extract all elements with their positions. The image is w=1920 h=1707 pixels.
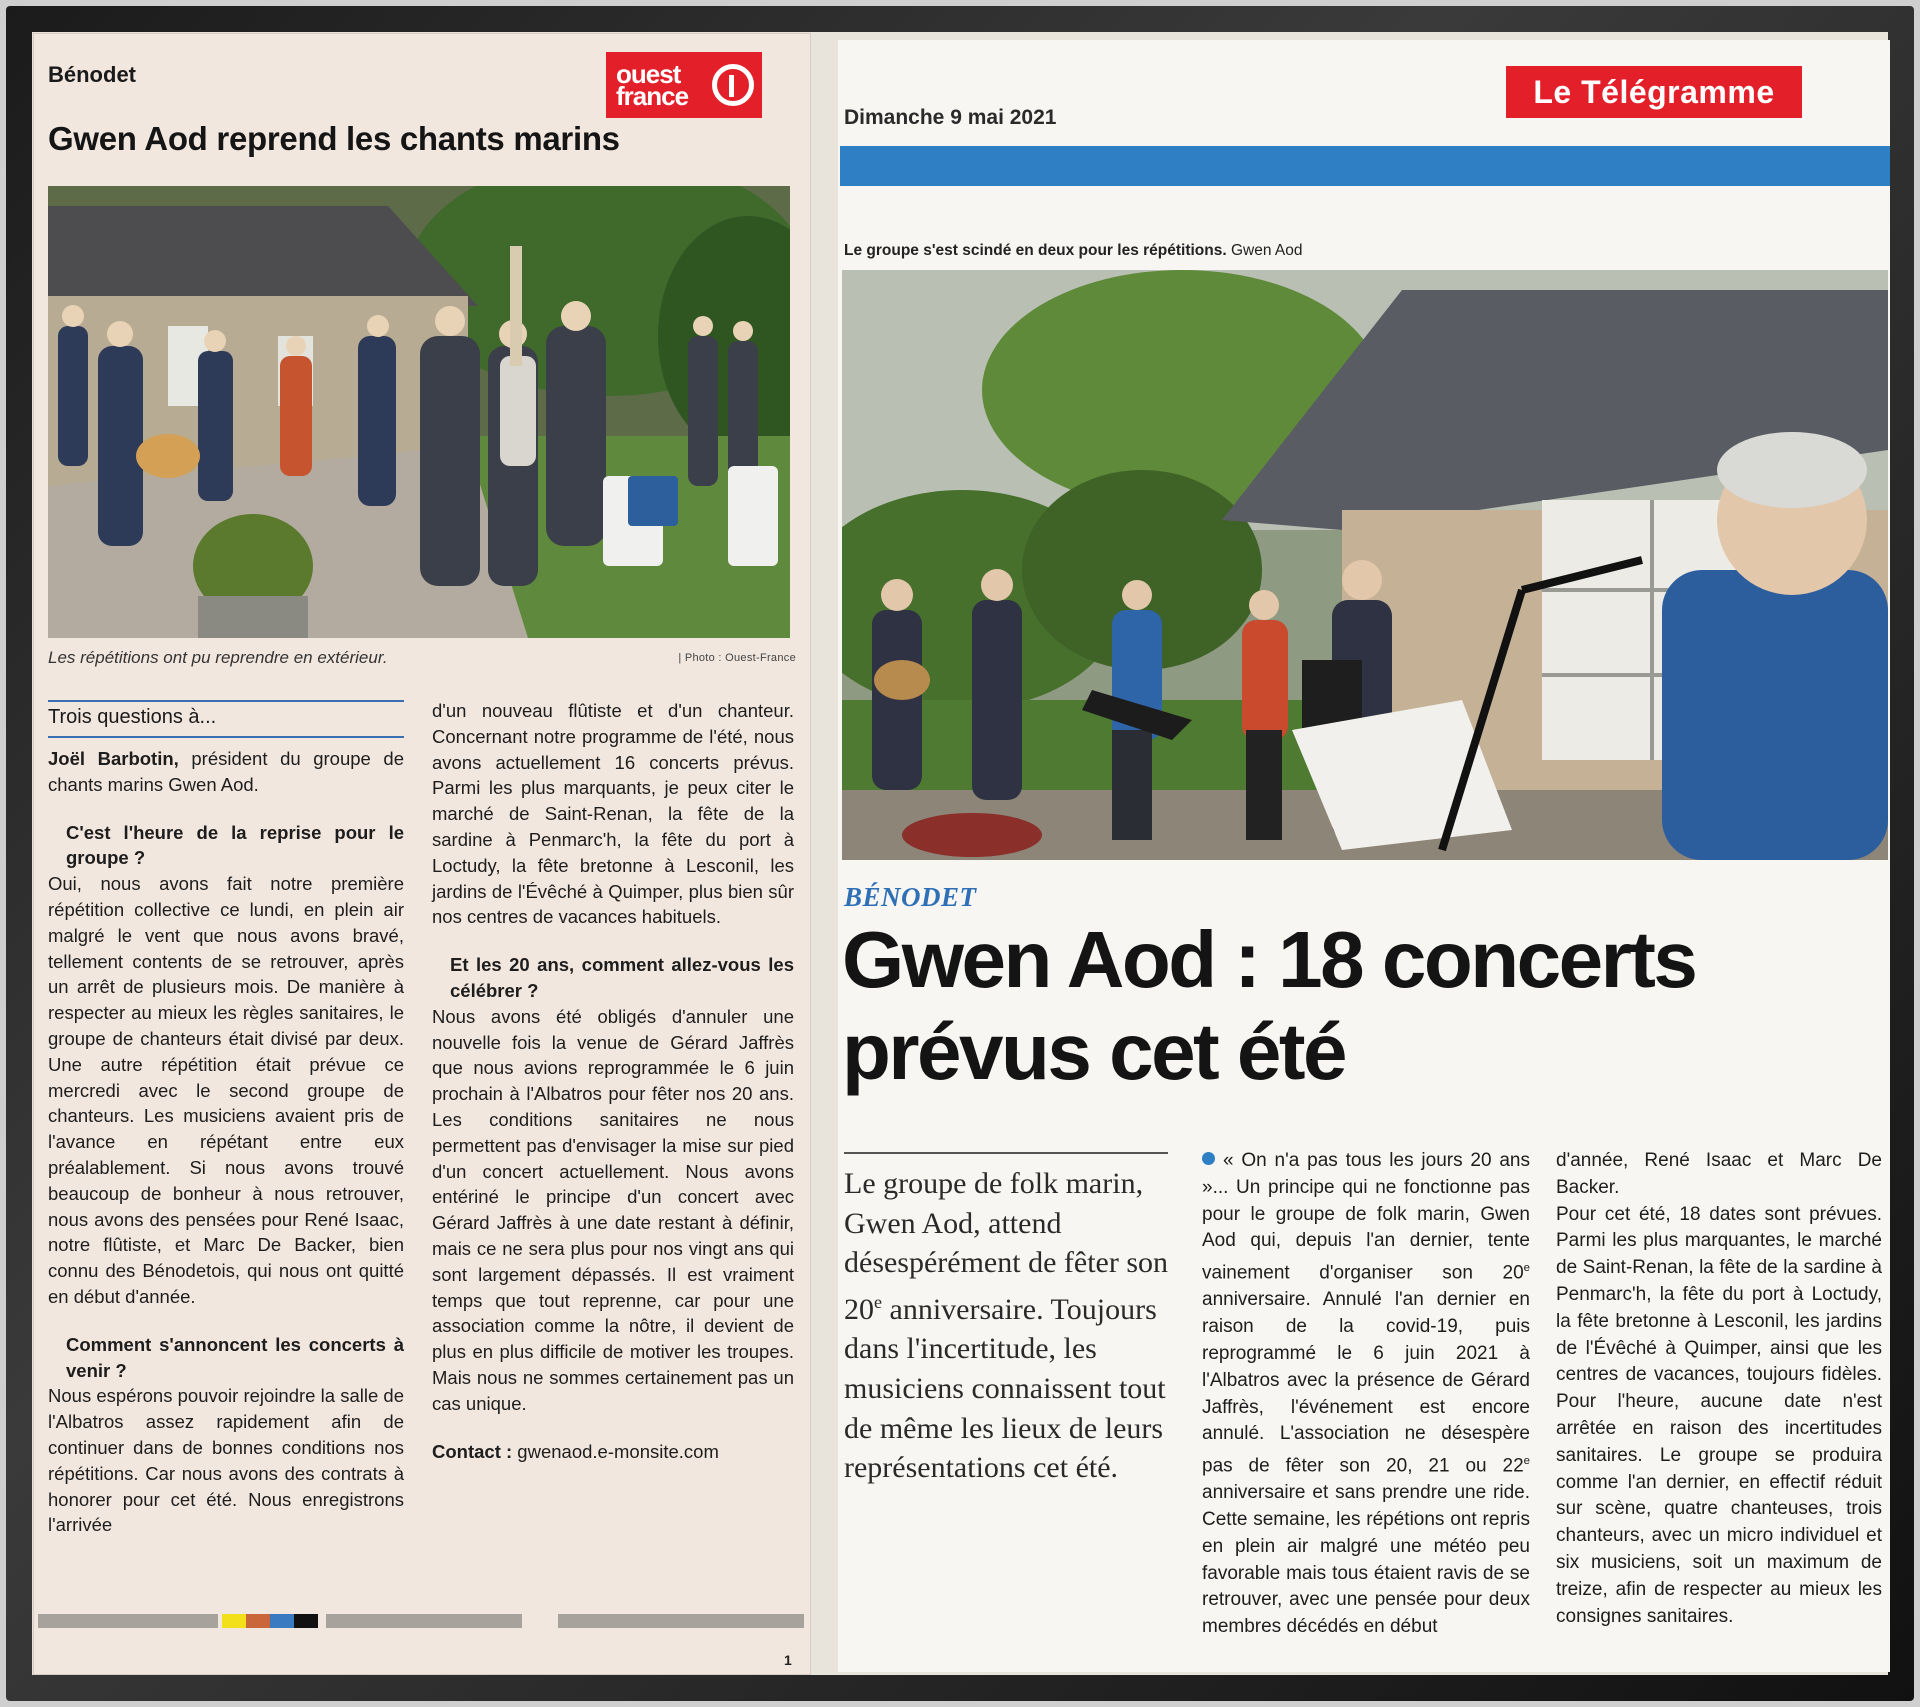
- page-number: 1: [784, 1652, 792, 1668]
- question-3: Et les 20 ans, comment allez-vous les célébrer ?: [450, 954, 794, 1001]
- standfirst-text-end: anniversaire. Toujours dans l'incertitude, les musiciens connaissent tout de même les lieux de leurs représentations cet été.: [844, 1292, 1166, 1485]
- section-rule-bottom: [48, 736, 404, 738]
- color-swatch-red: [246, 1614, 270, 1628]
- interview-column-1: [48, 746, 404, 1538]
- article-standfirst: [844, 1164, 1174, 1488]
- bullet-icon: [1202, 1152, 1215, 1165]
- body-text-2: d'année, René Isaac et Marc De Backer.: [1556, 1150, 1882, 1198]
- telegramme-logo: Le Télégramme: [1506, 66, 1802, 118]
- caption-credit: Gwen Aod: [1226, 242, 1303, 259]
- color-swatch-black: [294, 1614, 318, 1628]
- interview-column-2: [432, 698, 794, 1464]
- answer-2-continued: d'un nouveau flûtiste et d'un chanteur. Concernant notre programme de l'été, nous avons actuellement 16 concerts prévus. Parmi les plus marquants, je peux citer le marché de Saint-Renan, la fête de la sardine à Penmarc'h, la fête du port à Loctudy, la fête bretonne à Lesconil, les jardins de l'Évêché à Quimper, plus bien sûr nos centres de vacances habituels.: [432, 700, 794, 928]
- answer-1: Oui, nous avons fait notre première répétition collective ce lundi, en plein air malgré le vent que nous avons bravé, tellement contents de se retrouver, après un arrêt de plusieurs mois. De manière à respecter au mieux les règles sanitaires, le groupe de chanteurs était divisé par deux. Une autre répétition était prévue ce mercredi avec le second groupe de chanteurs. Les musiciens avaient pris de l'avance en répétant entre eux préalablement. Si nous avons trouvé beaucoup de bonheur à nous retrouver, nous avons des pensées pour René Isaac, notre flûtiste, et Marc De Backer, bien connu des Bénodetois, qui nous ont quitté en début d'année.: [48, 873, 404, 1307]
- contact-line: [432, 1439, 794, 1465]
- ouest-france-logo: [606, 52, 762, 118]
- contact-link[interactable]: gwenaod.e-monsite.com: [512, 1440, 719, 1462]
- body-sup-2: e: [1523, 1455, 1530, 1468]
- section-rule-top: [48, 700, 404, 702]
- interviewee-name: Joël Barbotin,: [48, 748, 179, 769]
- ouest-france-clipping: [34, 34, 810, 1674]
- color-swatch-yellow: [222, 1614, 246, 1628]
- interviewee-intro: [48, 746, 404, 798]
- question-2: Comment s'annoncent les concerts à venir ?: [66, 1333, 404, 1381]
- logo-text: ouest france: [616, 58, 689, 111]
- section-title: Trois questions à...: [48, 706, 217, 728]
- article-column-2: [1556, 1148, 1882, 1630]
- interviewee-role: président du groupe de chants marins Gwen Aod.: [48, 748, 404, 795]
- article-headline: Gwen Aod reprend les chants marins: [48, 120, 620, 157]
- rehearsal-photo: [48, 186, 790, 638]
- photo-credit: | Photo : Ouest-France: [678, 652, 796, 664]
- standfirst-text: Le groupe de folk marin, Gwen Aod, attend désespérément de fêter son 20: [844, 1167, 1169, 1326]
- headline-line-2: prévus cet été: [842, 1007, 1346, 1096]
- answer-2: Nous espérons pouvoir rejoindre la salle de l'Albatros assez rapidement afin de continuer dans de bonnes conditions nos répétitions. Car nous avons des contrats à honorer pour cet été. Nous enregistrons l'arrivée: [48, 1385, 404, 1536]
- logo-emblem-icon: [712, 64, 754, 106]
- header-blue-bar: [840, 146, 1890, 186]
- print-bar-right: [558, 1614, 804, 1628]
- body-text-1a: « On n'a pas tous les jours 20 ans »... Un principe qui ne fonctionne pas pour le groupe de folk marin, Gwen Aod qui, depuis l'an dernier, tente vainement d'organiser son 20: [1202, 1150, 1530, 1284]
- body-sup-1: e: [1523, 1262, 1530, 1275]
- question-1: C'est l'heure de la reprise pour le groupe ?: [66, 821, 404, 869]
- town-label: Bénodet: [48, 62, 136, 87]
- answer-3: Nous avons été obligés d'annuler une nouvelle fois la venue de Gérard Jaffrès que nous avions reprogrammée le 6 juin prochain à l'Albatros pour fêter nos 20 ans. Les conditions sanitaires ne nous permettent pas d'envisager la mise sur pied d'un concert actuellement. Nous avons entériné le principe d'un concert avec Gérard Jaffrès à une date restant à définir, mais ce ne sera plus pour nos vingt ans qui sont largement dépassés. Il est vraiment temps que tout reprenne, car pour une association comme la nôtre, il devient de plus en plus difficile de motiver les troupes. Mais nous ne sommes certainement pas un cas unique.: [432, 1005, 794, 1414]
- article-column-1: [1202, 1148, 1530, 1641]
- print-bar-middle: [326, 1614, 522, 1628]
- print-color-bar: [34, 1614, 810, 1628]
- contact-label: Contact :: [432, 1440, 513, 1462]
- chapo-rule: [844, 1152, 1168, 1154]
- musicians-photo-illustration: [842, 270, 1888, 860]
- body-text-3: Pour cet été, 18 dates sont prévues. Parmi les plus marquantes, le marché de Saint-Renan, la fête de la sardine à Penmarc'h, la fête du port à Loctudy, la fête bretonne à Lesconil, les jardins de l'Évêché à Quimper, ainsi que les centres de vacances, toujours fidèles. Pour l'heure, aucune date n'est arrêtée en raison des incertitudes sanitaires. Le groupe se produira comme l'an dernier, en effectif réduit sur scène, quatre chanteuses, trois chanteurs, avec un micro individuel et six musiciens, soit un maximum de treize, afin de respecter au mieux les consignes sanitaires.: [1556, 1203, 1882, 1627]
- caption-text: Le groupe s'est scindé en deux pour les répétitions.: [844, 242, 1227, 259]
- standfirst-sup: e: [874, 1291, 882, 1312]
- body-text-1b: anniversaire. Annulé l'an dernier en raison de la covid-19, puis reprogrammé le 6 juin 2021 à l'Albatros avec la présence de Gérard Jaffrès, l'événement est encore annulé. L'association ne désespère pas de fêter son 20, 21 ou 22: [1202, 1289, 1530, 1477]
- color-swatch-blue: [270, 1614, 294, 1628]
- publication-date: Dimanche 9 mai 2021: [844, 106, 1057, 129]
- body-text-1c: anniversaire et sans prendre une ride. Cette semaine, les répétions ont repris en plein air malgré une météo peu favorable mais tous étaient ravis de se retrouver, avec une pensée pour deux membres décédés en début: [1202, 1482, 1530, 1638]
- headline-line-1: Gwen Aod : 18 concerts: [842, 915, 1696, 1004]
- telegramme-clipping: [838, 40, 1890, 1672]
- print-bar-left: [38, 1614, 218, 1628]
- rehearsal-photo-illustration: [48, 186, 790, 638]
- musicians-photo: [842, 270, 1888, 860]
- article-headline: [842, 914, 1872, 1098]
- photo-caption: Les répétitions ont pu reprendre en extérieur.: [48, 648, 388, 667]
- photo-caption: [844, 242, 1303, 260]
- section-kicker: BÉNODET: [844, 882, 977, 912]
